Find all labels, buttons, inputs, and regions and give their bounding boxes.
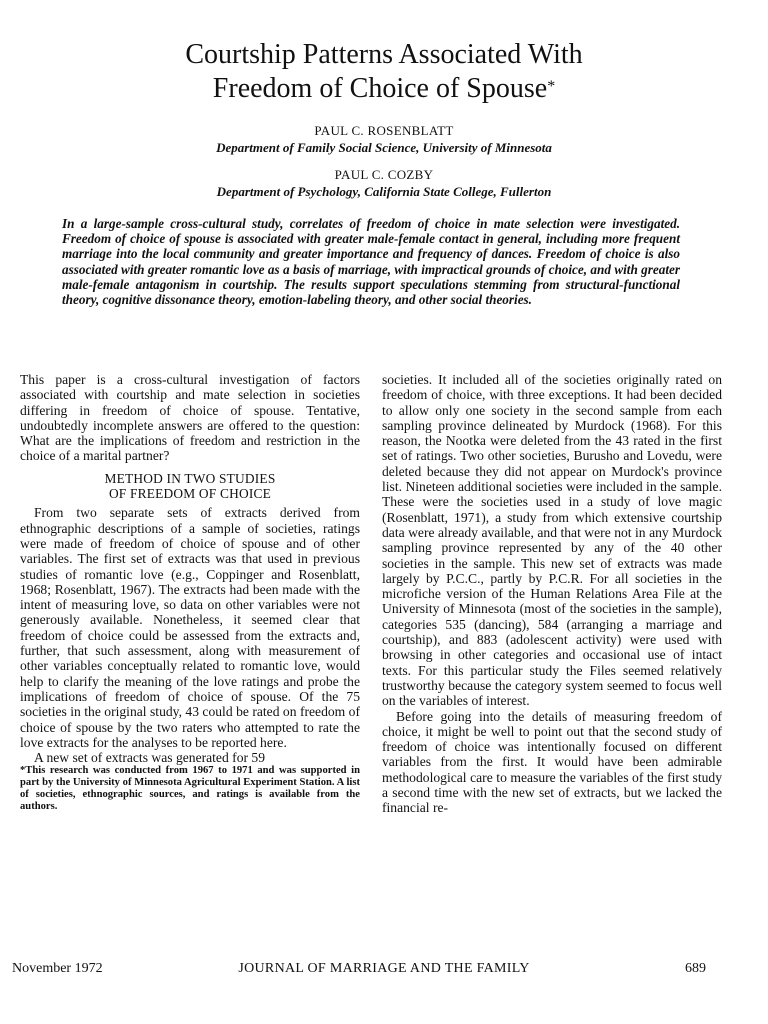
footer-date: November 1972 [12, 961, 103, 976]
title-line-2: Freedom of Choice of Spouse [212, 73, 548, 104]
body-paragraph: societies. It included all of the societies originally rated on freedom of choice, with three exceptions. It had been decided to allow only one society in the second sample from each sampling province delineated by Murdock (1968). For this reason, the Nootka were deleted from the 43 rated in the first set of ratings. Two other societies, Burusho and Lovedu, were deleted because they did not appear on Murdock's province list. Nineteen additional societies were included in the sample. These were the societies used in a study of love magic (Rosenblatt, 1971), a study from which extensive courtship data were already available, and that were not in any Murdock sampling province represented by any of the 40 other societies in the sample. This new set of extracts was made largely by P.C.C., partly by P.C.R. For all societies in the microfiche version of the Human Relations Area File at the University of Minnesota (most of the societies in the sample), categories 535 (dancing), 584 (arranging a marriage and courtship), and 883 (adolescent activity) were used with browsing in other categories and occasional use of intact texts. For this particular study the Files seemed relatively trustworthy because the category system seemed to focus well on the variables of interest. [382, 372, 722, 709]
intro-paragraph: This paper is a cross-cultural investigation of factors associated with courtship and mate selection in societies differing in freedom of choice of spouse. Tentative, undoubtedly incomplete answers are offered to the question: What are the implications of freedom and restriction in the choice of a marital partner? [20, 372, 360, 464]
author-affiliation: Department of Psychology, California State College, Fullerton [216, 184, 552, 199]
section-heading [20, 471, 360, 502]
abstract: In a large-sample cross-cultural study, correlates of freedom of choice in mate selection were investigated. Freedom of choice of spouse is associated with greater male-female contact in general, including more frequent marriage into the local community and greater importance and frequency of dances. Freedom of choice is also associated with greater romantic love as a basis of marriage, with impractical grounds of choice, and with greater male-female antagonism in courtship. The results support speculations stemming from structural-functional theory, cognitive dissonance theory, emotion-labeling theory, and other social theories. [62, 216, 680, 308]
column-right [382, 372, 722, 816]
body-paragraph: Before going into the details of measuring freedom of choice, it might be well to point out that the second study of freedom of choice was intentionally focused on different variables from the first. It would have been admirable methodological care to measure the variables of the first study a second time with the new set of extracts, but we lacked the financial re- [382, 708, 722, 816]
article-title [60, 38, 708, 106]
author-affiliation: Department of Family Social Science, University of Minnesota [216, 140, 552, 155]
body-paragraph: From two separate sets of extracts derived from ethnographic descriptions of a sample of societies, ratings were made of freedom of choice of spouse and of other variables. The first set of extracts was that used in previous studies of romantic love (e.g., Coppinger and Rosenblatt, 1968; Rosenblatt, 1967). The extracts had been made with the intent of measuring love, so data on other variables were not generously available. Nonetheless, it seemed clear that freedom of choice could be assessed from the extracts and, further, that such assessment, along with measurement of other variables conceptually related to romantic love, would help to clarify the meaning of the love ratings and probe the implications of freedom of choice of spouse. Of the 75 societies in the original study, 43 could be rated on freedom of choice of spouse by the two raters who attempted to rate the love extracts for the analyses to be reported here. [20, 505, 360, 750]
author-name: PAUL C. COZBY [334, 167, 434, 182]
section-heading-line: OF FREEDOM OF CHOICE [108, 486, 272, 502]
column-left [20, 372, 360, 813]
footnote: *This research was conducted from 1967 to 1971 and was supported in part by the University of Minnesota Agricultural Experiment Station. A list of societies, ethnographic sources, and ratings is available from the authors. [20, 765, 360, 812]
title-footnote-mark: * [547, 78, 556, 95]
author-name: PAUL C. ROSENBLATT [314, 123, 454, 138]
page-number: 689 [685, 961, 706, 976]
body-paragraph: A new set of extracts was generated for 59 [34, 750, 266, 766]
footer-journal: JOURNAL OF MARRIAGE AND THE FAMILY [238, 961, 530, 976]
section-heading-line: METHOD IN TWO STUDIES [104, 470, 276, 486]
title-line-1: Courtship Patterns Associated With [185, 39, 583, 70]
